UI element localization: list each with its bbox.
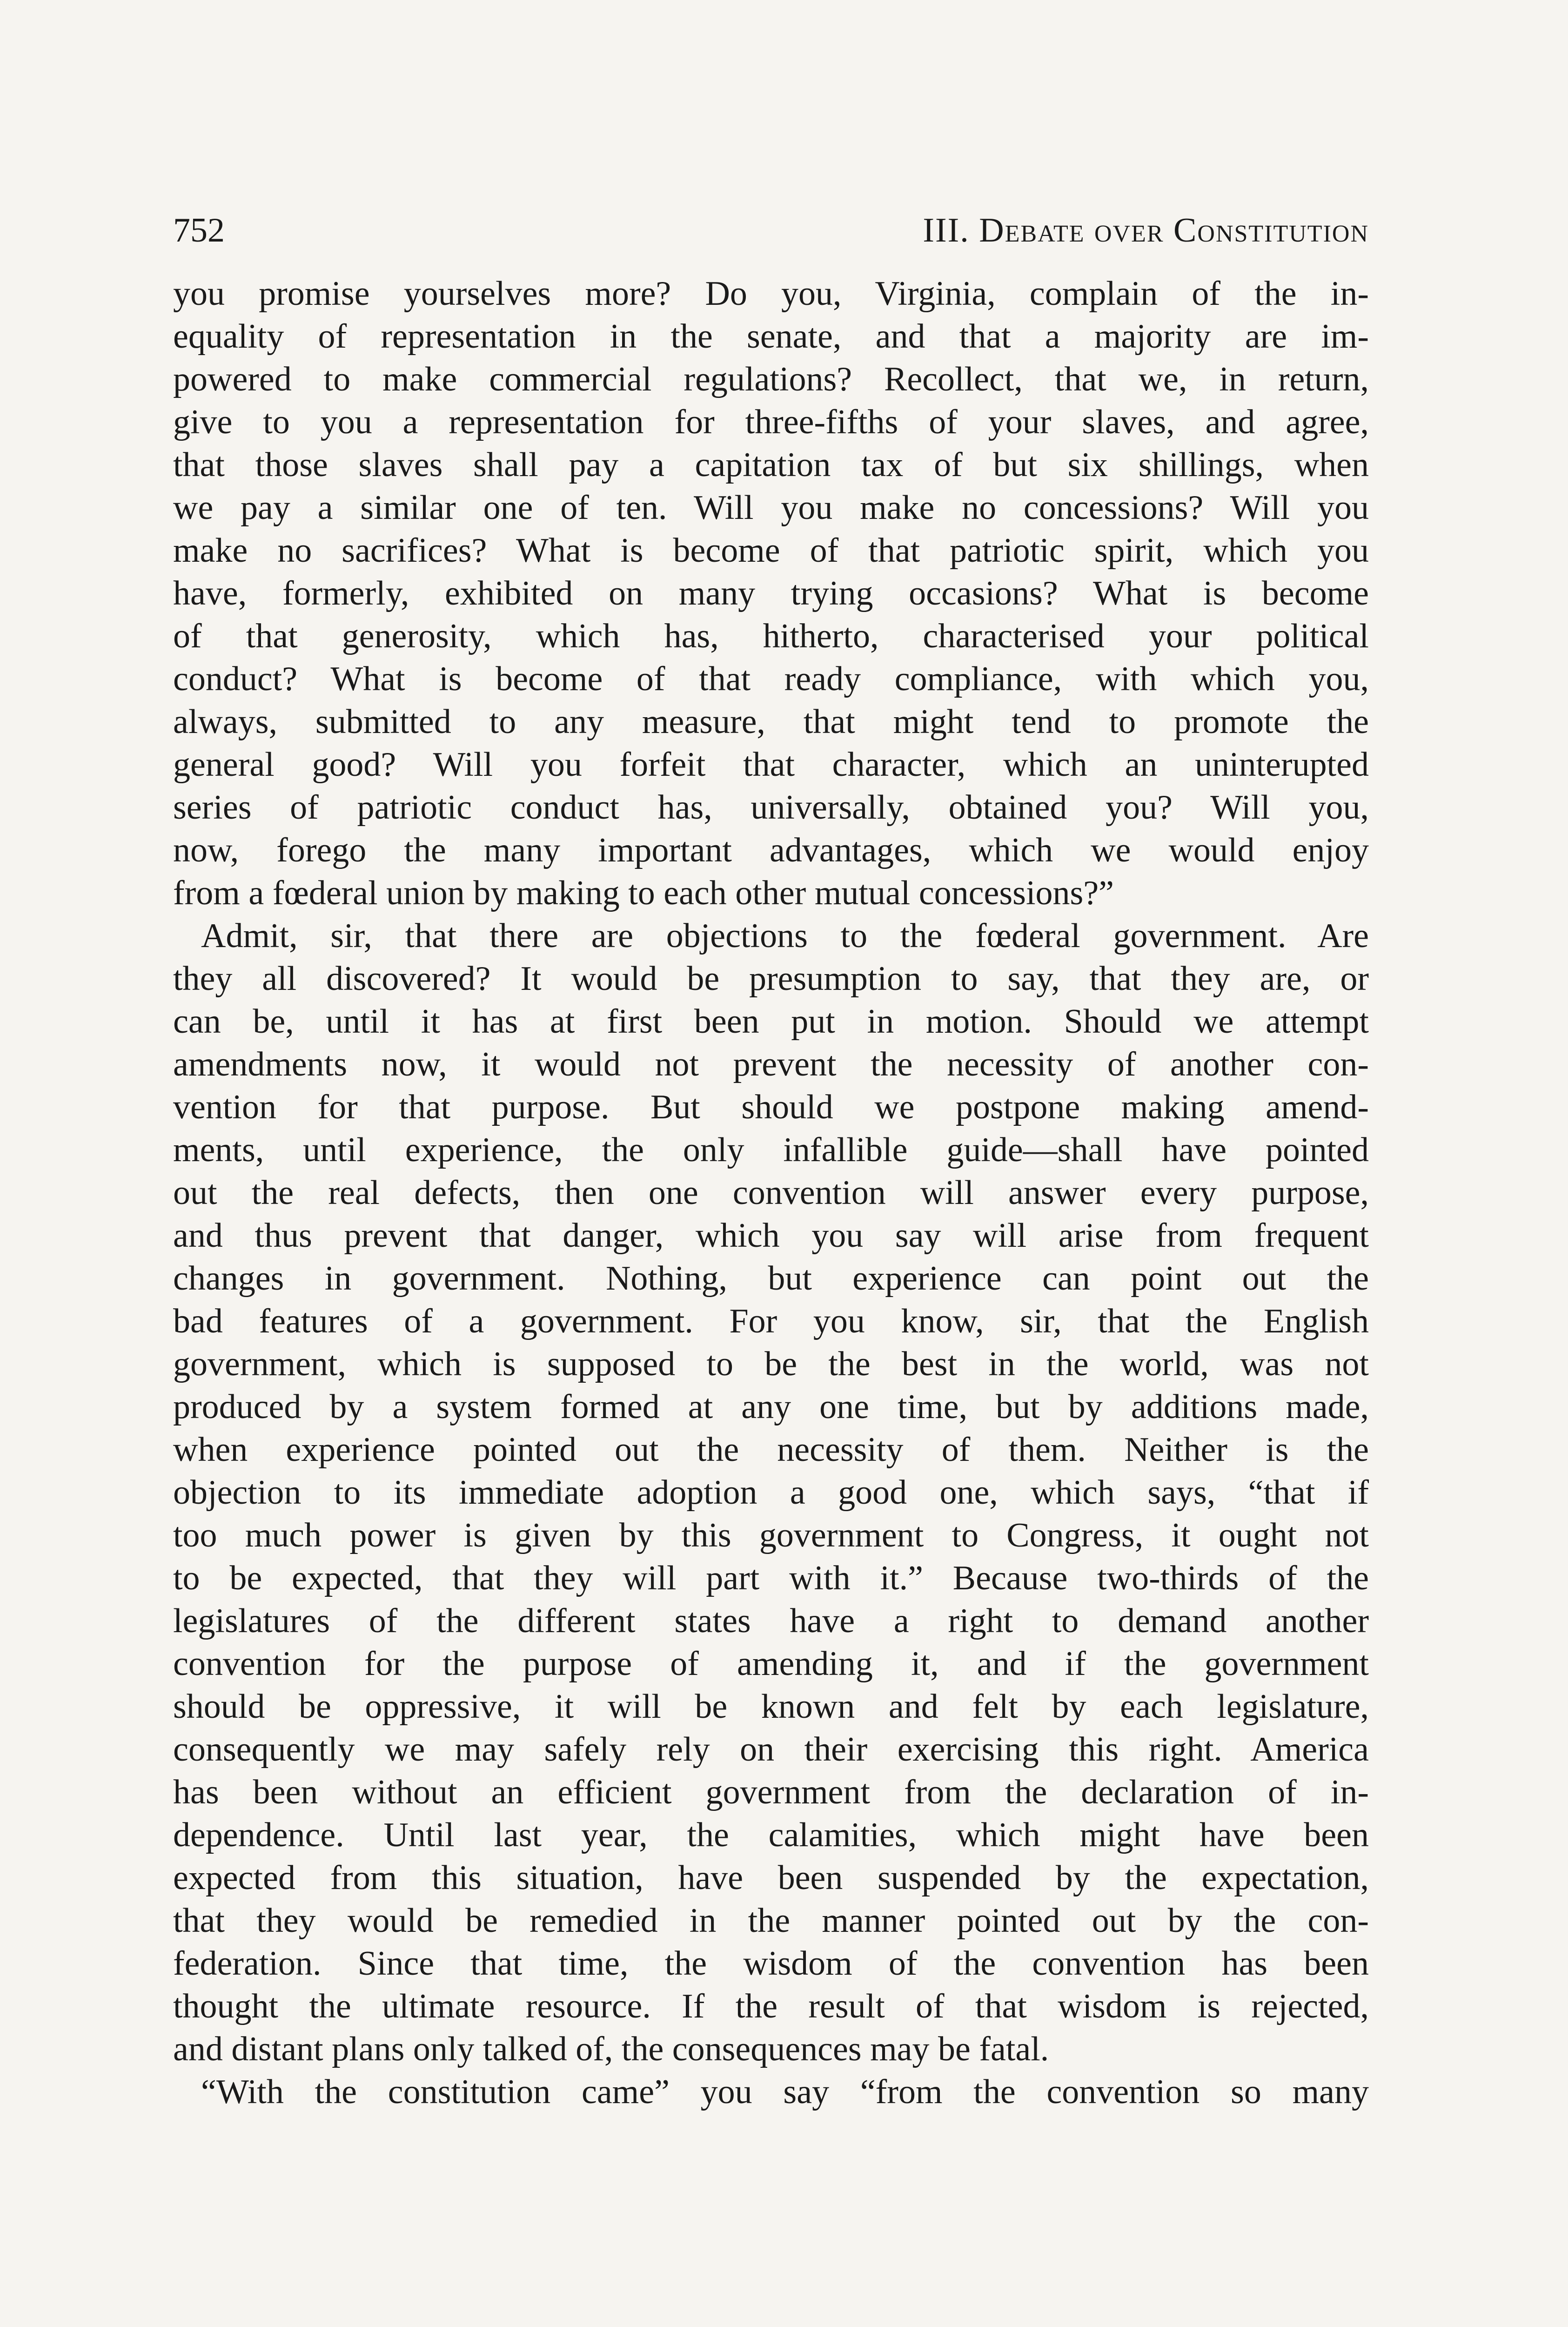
- text-line: have, formerly, exhibited on many trying occasions? What is become: [173, 574, 1369, 612]
- text-line: that they would be remedied in the manner pointed out by the con-: [173, 1902, 1369, 1940]
- text-line: and thus prevent that danger, which you say will arise from frequent: [173, 1217, 1369, 1255]
- text-line: objection to its immediate adoption a good one, which says, “that if: [173, 1473, 1369, 1512]
- text-line: consequently we may safely rely on their exercising this right. America: [173, 1730, 1369, 1769]
- text-line: always, submitted to any measure, that might tend to promote the: [173, 703, 1369, 741]
- text-line: equality of representation in the senate, and that a majority are im-: [173, 317, 1369, 356]
- text-line: to be expected, that they will part with it.” Because two-thirds of the: [173, 1559, 1369, 1597]
- text-line: legislatures of the different states have a right to demand another: [173, 1602, 1369, 1640]
- text-line: changes in government. Nothing, but experience can point out the: [173, 1259, 1369, 1298]
- section-title: III. Debate over Constitution: [923, 211, 1369, 249]
- text-line: from a fœderal union by making to each other mutual concessions?”: [173, 874, 1114, 912]
- text-line: convention for the purpose of amending it, and if the government: [173, 1645, 1369, 1683]
- text-line: when experience pointed out the necessity of them. Neither is the: [173, 1431, 1369, 1469]
- text-line: has been without an efficient government from the declaration of in-: [173, 1773, 1369, 1811]
- text-line: general good? Will you forfeit that character, which an uninterupted: [173, 746, 1369, 784]
- body-text: [173, 272, 1369, 2113]
- text-line: give to you a representation for three-fifths of your slaves, and agree,: [173, 403, 1369, 441]
- page-number: 752: [173, 211, 225, 249]
- text-line: should be oppressive, it will be known and felt by each legislature,: [173, 1688, 1369, 1726]
- text-line: vention for that purpose. But should we postpone making amend-: [173, 1088, 1369, 1126]
- text-line: Admit, sir, that there are objections to the fœderal government. Are: [201, 917, 1369, 955]
- text-line: make no sacrifices? What is become of that patriotic spirit, which you: [173, 531, 1369, 570]
- text-line: out the real defects, then one convention will answer every purpose,: [173, 1174, 1369, 1212]
- text-line: you promise yourselves more? Do you, Virginia, complain of the in-: [173, 275, 1369, 313]
- text-line: now, forego the many important advantages, which we would enjoy: [173, 831, 1369, 869]
- text-line: too much power is given by this government to Congress, it ought not: [173, 1516, 1369, 1554]
- text-line: conduct? What is become of that ready compliance, with which you,: [173, 660, 1369, 698]
- text-line: they all discovered? It would be presumption to say, that they are, or: [173, 960, 1369, 998]
- text-line: can be, until it has at first been put in motion. Should we attempt: [173, 1002, 1369, 1041]
- text-line: we pay a similar one of ten. Will you make no concessions? Will you: [173, 489, 1369, 527]
- text-line: produced by a system formed at any one time, but by additions made,: [173, 1388, 1369, 1426]
- text-line: bad features of a government. For you know, sir, that the English: [173, 1302, 1369, 1340]
- text-line: powered to make commercial regulations? Recollect, that we, in return,: [173, 360, 1369, 398]
- text-line: federation. Since that time, the wisdom of the convention has been: [173, 1944, 1369, 1983]
- text-line: that those slaves shall pay a capitation tax of but six shillings, when: [173, 446, 1369, 484]
- text-line: and distant plans only talked of, the consequences may be fatal.: [173, 2030, 1049, 2068]
- text-line: “With the constitution came” you say “from the convention so many: [201, 2073, 1369, 2111]
- text-line: government, which is supposed to be the best in the world, was not: [173, 1345, 1369, 1383]
- running-head: [173, 205, 1369, 256]
- text-line: dependence. Until last year, the calamities, which might have been: [173, 1816, 1369, 1854]
- text-line: ments, until experience, the only infallible guide—shall have pointed: [173, 1131, 1369, 1169]
- text-line: of that generosity, which has, hitherto, characterised your political: [173, 617, 1369, 655]
- text-line: amendments now, it would not prevent the necessity of another con-: [173, 1045, 1369, 1083]
- text-line: expected from this situation, have been suspended by the expectation,: [173, 1859, 1369, 1897]
- text-line: thought the ultimate resource. If the result of that wisdom is rejected,: [173, 1987, 1369, 2025]
- text-line: series of patriotic conduct has, universally, obtained you? Will you,: [173, 788, 1369, 827]
